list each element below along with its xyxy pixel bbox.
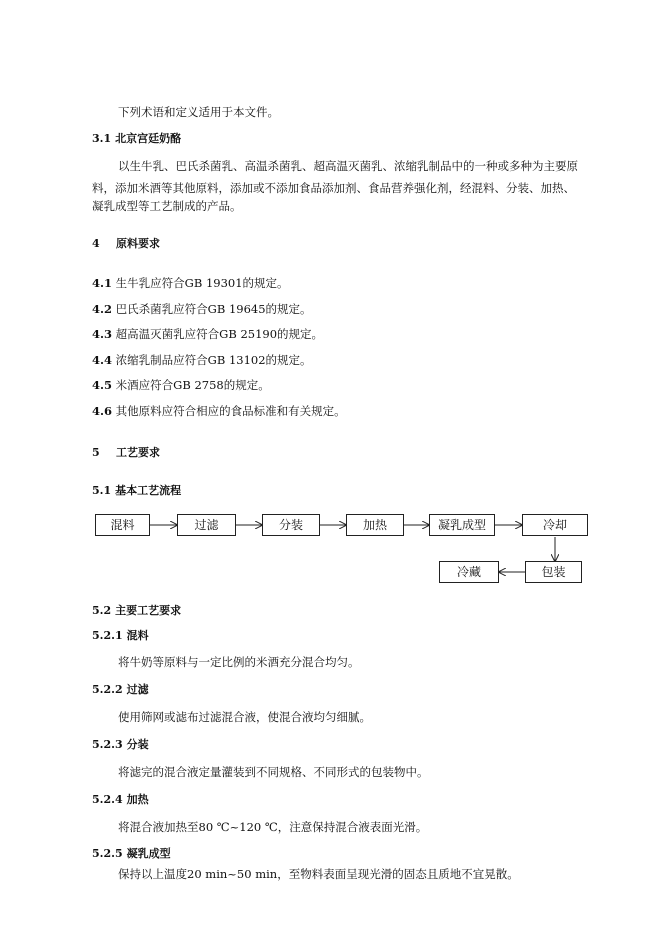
subsection-heading — [92, 793, 149, 807]
item-number: 4.3 — [92, 327, 113, 341]
section-title: 主要工艺要求 — [115, 604, 182, 617]
section-number: 5.2.2 — [92, 683, 123, 696]
flow-step-heating: 加热 — [346, 514, 404, 536]
flow-step-filling: 分装 — [262, 514, 320, 536]
section-title: 凝乳成型 — [126, 847, 171, 860]
section-number: 3.1 — [92, 132, 112, 145]
definition-line: 料，添加米酒等其他原料，添加或不添加食品添加剂、食品营养强化剂，经混料、分装、加热、 — [92, 181, 575, 195]
item-text: 生牛乳应符合GB 19301的规定。 — [115, 276, 289, 290]
flow-step-refrigeration: 冷藏 — [439, 561, 499, 583]
section-title: 混料 — [126, 629, 149, 642]
section-number: 4 — [92, 237, 100, 250]
section-title: 加热 — [126, 793, 149, 806]
section-number: 5.2.5 — [92, 847, 123, 860]
flow-step-cooling: 冷却 — [522, 514, 588, 536]
subsection-heading — [92, 683, 149, 697]
item-text: 巴氏杀菌乳应符合GB 19645的规定。 — [115, 302, 312, 316]
flow-step-filtering: 过滤 — [177, 514, 236, 536]
section-title: 过滤 — [126, 683, 149, 696]
item-text: 米酒应符合GB 2758的规定。 — [115, 378, 270, 392]
item-text: 浓缩乳制品应符合GB 13102的规定。 — [115, 353, 312, 367]
subsection-heading — [92, 847, 171, 861]
section-title: 基本工艺流程 — [115, 484, 182, 497]
flow-step-curdling: 凝乳成型 — [429, 514, 495, 536]
subsection-text: 将牛奶等原料与一定比例的米酒充分混合均匀。 — [118, 655, 360, 669]
subsection-text: 使用筛网或滤布过滤混合液，使混合液均匀细腻。 — [118, 710, 371, 724]
intro-text: 下列术语和定义适用于本文件。 — [118, 105, 279, 119]
section-title: 北京宫廷奶酪 — [115, 132, 182, 145]
subsection-text: 保持以上温度20 min~50 min，至物料表面呈现光滑的固态且质地不宜晃散。 — [118, 867, 519, 881]
section-number: 5 — [92, 446, 100, 459]
item-text: 其他原料应符合相应的食品标准和有关规定。 — [115, 404, 346, 418]
section-number: 5.2.3 — [92, 738, 123, 751]
subsection-heading — [92, 738, 149, 752]
section-title: 工艺要求 — [116, 446, 160, 459]
section-number: 5.2.4 — [92, 793, 123, 806]
item-text: 超高温灭菌乳应符合GB 25190的规定。 — [115, 327, 324, 341]
flow-step-packaging: 包装 — [525, 561, 582, 583]
definition-line: 凝乳成型等工艺制成的产品。 — [92, 199, 242, 213]
section-title: 原料要求 — [116, 237, 160, 250]
item-number: 4.1 — [92, 276, 113, 290]
section-number: 5.2 — [92, 604, 112, 617]
section-title: 分装 — [126, 738, 149, 751]
section-number: 5.1 — [92, 484, 112, 497]
section-5-2-heading — [92, 604, 181, 618]
subsection-text: 将滤完的混合液定量灌装到不同规格、不同形式的包装物中。 — [118, 765, 429, 779]
flow-step-mixing: 混料 — [95, 514, 150, 536]
item-number: 4.2 — [92, 302, 113, 316]
section-number: 5.2.1 — [92, 629, 123, 642]
item-number: 4.5 — [92, 378, 113, 392]
item-number: 4.4 — [92, 353, 113, 367]
subsection-text: 将混合液加热至80 ℃~120 ℃，注意保持混合液表面光滑。 — [118, 820, 428, 834]
item-number: 4.6 — [92, 404, 113, 418]
subsection-heading — [92, 629, 149, 643]
definition-line: 以生牛乳、巴氏杀菌乳、高温杀菌乳、超高温灭菌乳、浓缩乳制品中的一种或多种为主要原 — [118, 159, 578, 173]
